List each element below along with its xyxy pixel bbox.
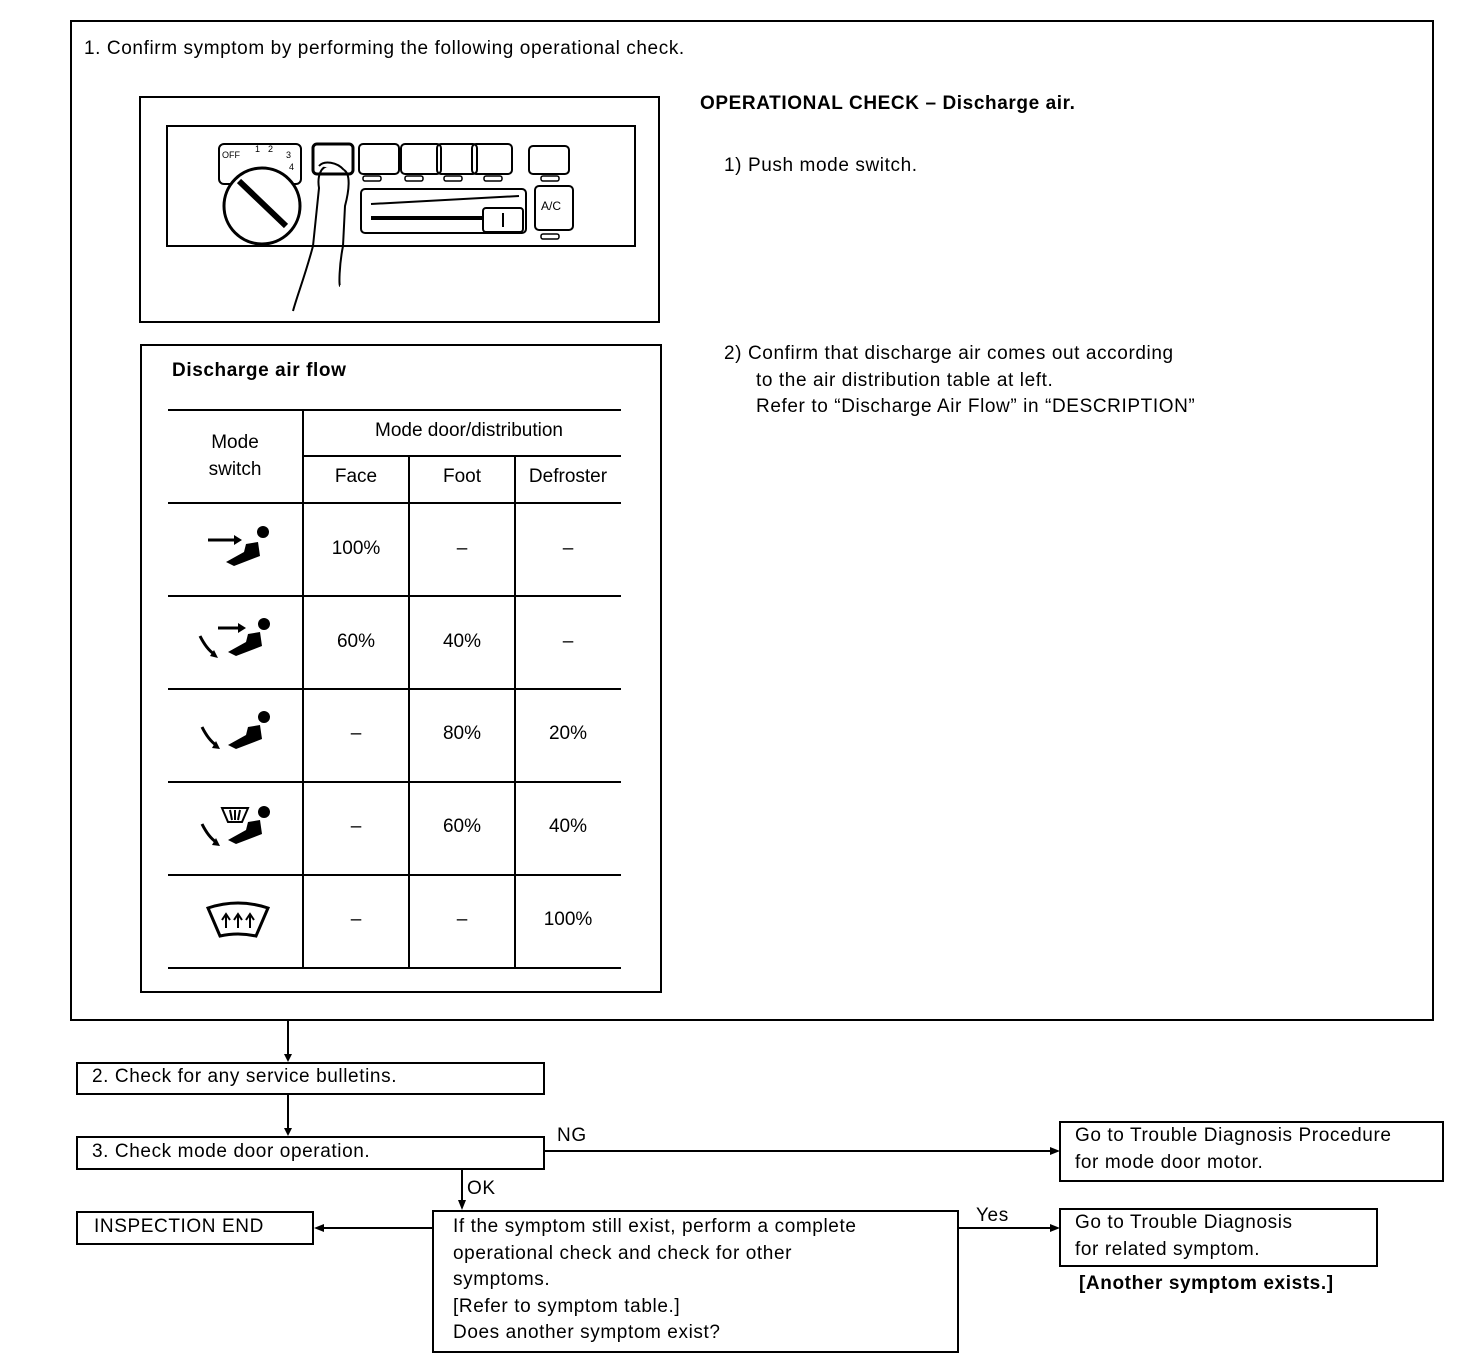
decision-text: If the symptom still exist, perform a complete operational check and check for other symptoms. [Refer to symptom table.] Does another symptom exist?: [453, 1216, 857, 1343]
ng-result-line1: Go to Trouble Diagnosis Procedure: [1075, 1125, 1392, 1146]
operational-check-sub1: 1) Push mode switch.: [724, 155, 918, 176]
mode-switch-header-line1: Mode: [211, 432, 259, 453]
operational-check-sub2-line1: 2) Confirm that discharge air comes out according: [724, 343, 1174, 364]
ok-label: OK: [467, 1178, 496, 1199]
row1-face: 100%: [331, 538, 381, 559]
discharge-table-title: Discharge air flow: [172, 360, 347, 381]
row2-foot: 40%: [442, 631, 482, 652]
row2-face: 60%: [336, 631, 376, 652]
row3-foot: 80%: [442, 723, 482, 744]
row3-face: –: [350, 723, 362, 744]
row5-foot: –: [456, 909, 468, 930]
operational-check-title: OPERATIONAL CHECK – Discharge air.: [700, 93, 1076, 114]
ac-button-label: A/C: [541, 199, 562, 213]
row1-defroster: –: [562, 538, 574, 559]
operational-check-sub2-line2: to the air distribution table at left.: [756, 370, 1054, 391]
row4-face: –: [350, 816, 362, 837]
inspection-end-text: INSPECTION END: [94, 1216, 264, 1237]
row5-defroster: 100%: [543, 909, 593, 930]
another-symptom-label: [Another symptom exists.]: [1079, 1273, 1334, 1294]
dial-label-off: OFF: [222, 150, 240, 160]
ng-label: NG: [557, 1125, 587, 1146]
foot-header: Foot: [442, 466, 482, 487]
yes-result-line2: for related symptom.: [1075, 1239, 1261, 1260]
row2-defroster: –: [562, 631, 574, 652]
yes-result-line1: Go to Trouble Diagnosis: [1075, 1212, 1293, 1233]
step2-text: 2. Check for any service bulletins.: [92, 1066, 398, 1087]
yes-label: Yes: [976, 1205, 1009, 1226]
step1-text: 1. Confirm symptom by performing the following operational check.: [84, 38, 685, 59]
dial-label-1: 1: [255, 144, 261, 154]
defroster-header: Defroster: [528, 466, 608, 487]
operational-check-sub2-line3: Refer to “Discharge Air Flow” in “DESCRIPTION”: [756, 396, 1196, 417]
row4-foot: 60%: [442, 816, 482, 837]
mode-door-header: Mode door/distribution: [375, 420, 563, 441]
row1-foot: –: [456, 538, 468, 559]
mode-switch-header-line2: switch: [208, 459, 262, 480]
row3-defroster: 20%: [548, 723, 588, 744]
dial-label-4: 4: [289, 162, 295, 172]
step3-text: 3. Check mode door operation.: [92, 1141, 371, 1162]
row4-defroster: 40%: [548, 816, 588, 837]
face-header: Face: [334, 466, 378, 487]
dial-label-2: 2: [268, 144, 274, 154]
dial-label-3: 3: [286, 150, 292, 160]
row5-face: –: [350, 909, 362, 930]
ng-result-line2: for mode door motor.: [1075, 1152, 1264, 1173]
